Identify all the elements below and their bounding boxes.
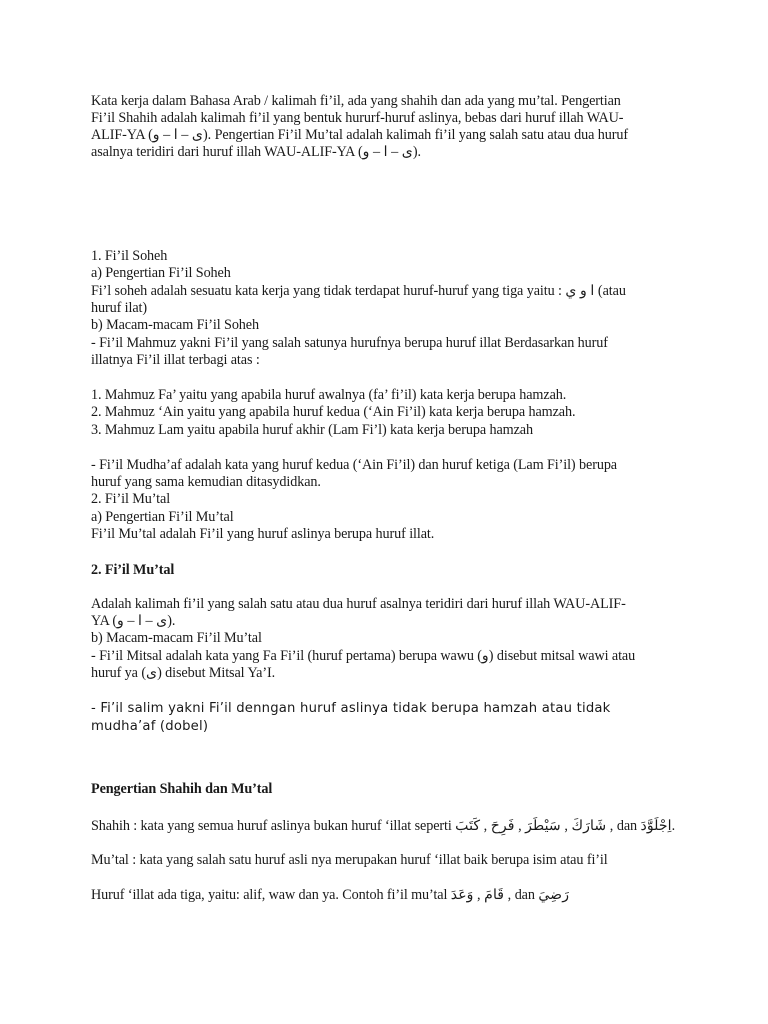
intro-line-3: ALIF-YA (ى – ا – و). Pengertian Fi’il Mu’tal adalah kalimah fi’il yang salah satu atau dua huruf (91, 127, 628, 143)
mudhaaf-line-2: huruf yang sama kemudian ditasydidkan. (91, 474, 321, 490)
mutal-explanation-line-1: Adalah kalimah fi’il yang salah satu atau dua huruf asalnya teridiri dari huruf illah WAU-ALIF- (91, 596, 626, 612)
mahmuz-line-1: - Fi’il Mahmuz yakni Fi’il yang salah satunya hurufnya berupa huruf illat Berdasarkan huruf (91, 335, 608, 351)
mitsal-line-1: - Fi’il Mitsal adalah kata yang Fa Fi’il (huruf pertama) berupa wawu (و) disebut mitsal wawi atau (91, 648, 636, 664)
heading-pengertian-shahih-mutal: Pengertian Shahih dan Mu’tal (91, 781, 273, 797)
salim-line-2: mudha’af (dobel) (91, 719, 209, 734)
subheading-pengertian-soheh: a) Pengertian Fi’il Soheh (91, 265, 231, 281)
mudhaaf-line-1: - Fi’il Mudha’af adalah kata yang huruf kedua (‘Ain Fi’il) dan huruf ketiga (Lam Fi’il) berupa (91, 457, 618, 473)
huruf-illat-example: Huruf ‘illat ada tiga, yaitu: alif, waw dan ya. Contoh fi’il mu’tal قَامَ , وَعَدَ , dan رَضِيَ (91, 887, 570, 903)
mahmuz-line-2: illatnya Fi’il illat terbagi atas : (91, 352, 260, 368)
heading-fiil-soheh: 1. Fi’il Soheh (91, 248, 168, 264)
subheading-macam-mutal: b) Macam-macam Fi’il Mu’tal (91, 630, 262, 646)
intro-line-4: asalnya teridiri dari huruf illah WAU-ALIF-YA (ى – ا – و). (91, 144, 421, 160)
subheading-macam-soheh: b) Macam-macam Fi’il Soheh (91, 317, 259, 333)
mitsal-line-2: huruf ya (ى) disebut Mitsal Ya’I. (91, 665, 276, 681)
mutal-explanation-line-2: YA (ى – ا – و). (91, 613, 176, 629)
heading-fiil-mutal: 2. Fi’il Mu’tal (91, 491, 171, 507)
section-heading-fiil-mutal: 2. Fi’il Mu’tal (91, 562, 175, 578)
mahmuz-item-1: 1. Mahmuz Fa’ yaitu yang apabila huruf awalnya (fa’ fi’il) kata kerja berupa hamzah. (91, 387, 567, 403)
soheh-definition-line-2: huruf ilat) (91, 300, 148, 316)
intro-line-2: Fi’il Shahih adalah kalimah fi’il yang bentuk hururf-huruf aslinya, bebas dari huruf illah WAU- (91, 110, 624, 126)
soheh-definition-line-1: Fi’l soheh adalah sesuatu kata kerja yang tidak terdapat huruf-huruf yang tiga yaitu : ا و ي (atau (91, 283, 626, 299)
mutal-definition: Fi’il Mu’tal adalah Fi’il yang huruf aslinya berupa huruf illat. (91, 526, 435, 542)
shahih-definition: Shahih : kata yang semua huruf aslinya bukan huruf ‘illat seperti شَارَكَ , سَيْطَرَ , فَرِحَ , كَتَبَ , dan اِجْلَوَّدَ. (91, 818, 676, 834)
mutal-definition-short: Mu’tal : kata yang salah satu huruf asli nya merupakan huruf ‘illat baik berupa isim atau fi’il (91, 852, 608, 868)
mahmuz-item-3: 3. Mahmuz Lam yaitu apabila huruf akhir (Lam Fi’l) kata kerja berupa hamzah (91, 422, 533, 438)
subheading-pengertian-mutal: a) Pengertian Fi’il Mu’tal (91, 509, 234, 525)
mahmuz-item-2: 2. Mahmuz ‘Ain yaitu yang apabila huruf kedua (‘Ain Fi’il) kata kerja berupa hamzah. (91, 404, 576, 420)
salim-line-1: - Fi’il salim yakni Fi’il denngan huruf aslinya tidak berupa hamzah atau tidak (91, 701, 611, 716)
intro-line-1: Kata kerja dalam Bahasa Arab / kalimah fi’il, ada yang shahih dan ada yang mu’tal. Pengertian (91, 93, 621, 109)
